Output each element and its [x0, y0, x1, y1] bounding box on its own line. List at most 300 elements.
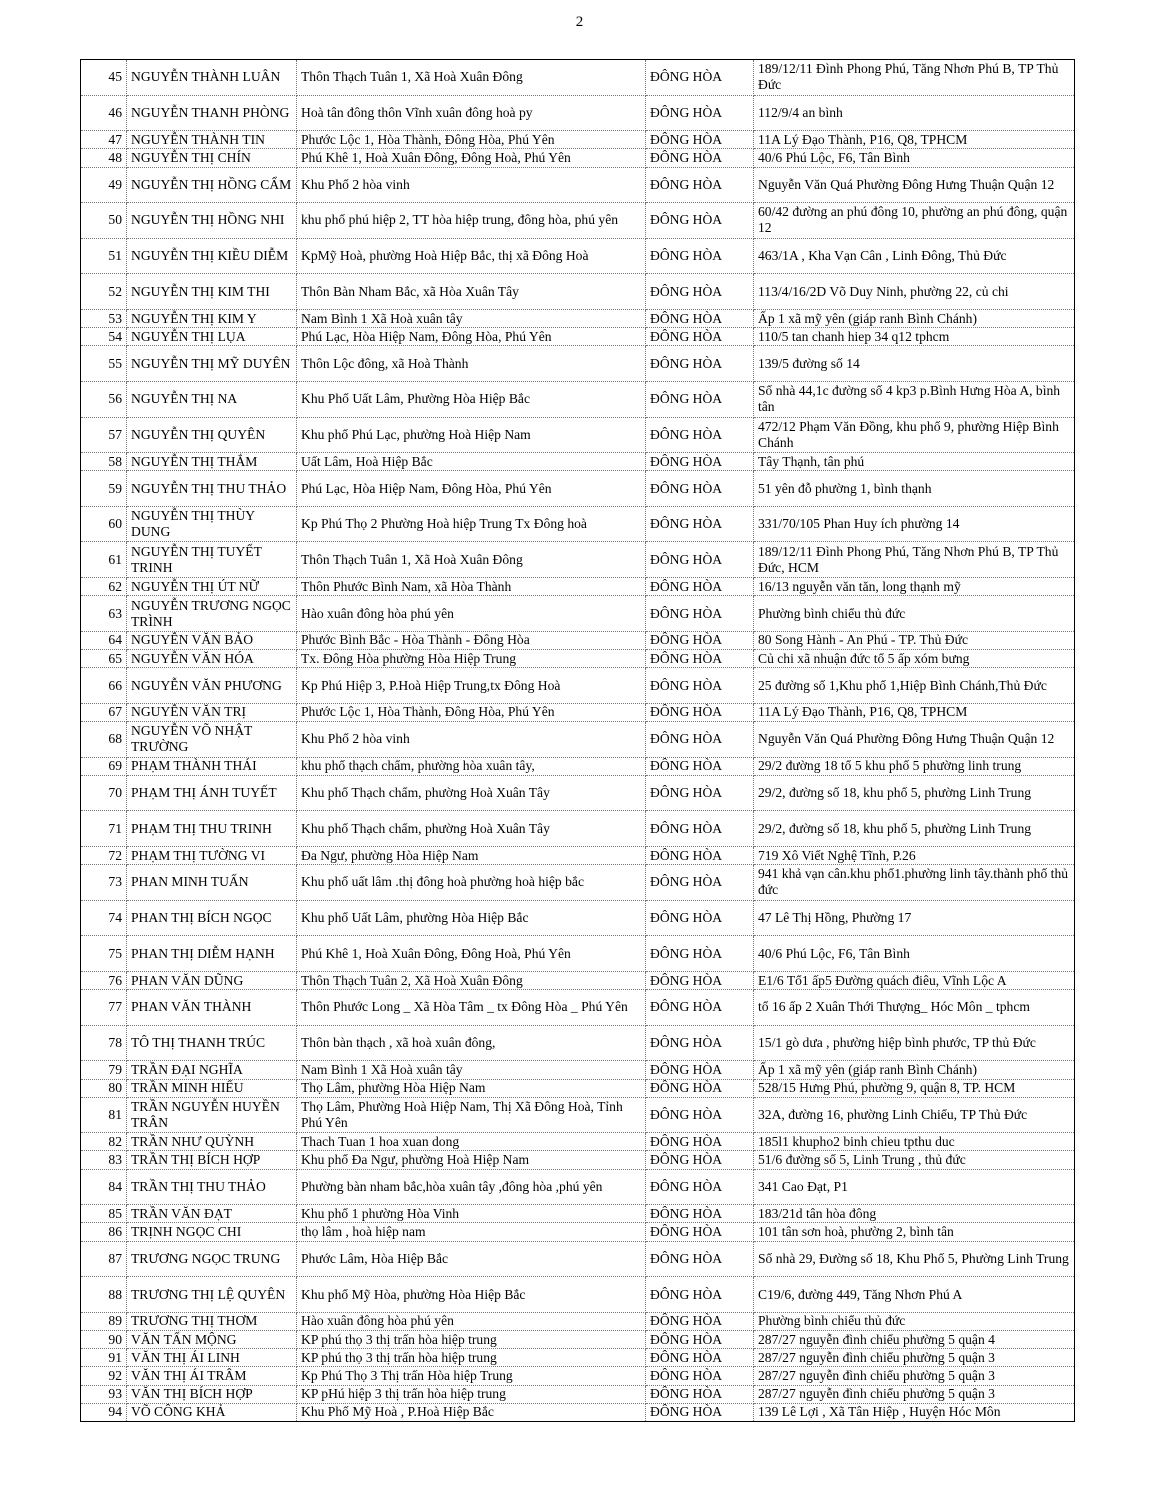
- address-cell: 341 Cao Đạt, P1: [754, 1169, 1075, 1205]
- person-name: NGUYỄN THỊ QUYÊN: [127, 417, 297, 453]
- table-row: [81, 1079, 1075, 1097]
- hometown-cell: khu phố phú hiệp 2, TT hòa hiệp trung, đông hòa, phú yên: [297, 203, 646, 239]
- row-number: 83: [81, 1151, 127, 1169]
- address-cell: 941 khả vạn cân.khu phố1.phường linh tây.thành phố thủ đức: [754, 865, 1075, 901]
- table-row: [81, 578, 1075, 596]
- person-name: NGUYỄN THỊ KIM Y: [127, 309, 297, 327]
- address-cell: 287/27 nguyễn đình chiểu phường 5 quận 4: [754, 1331, 1075, 1349]
- hometown-cell: Khu phố Đa Ngư, phường Hoà Hiệp Nam: [297, 1151, 646, 1169]
- row-number: 82: [81, 1133, 127, 1151]
- hometown-cell: khu phố thạch chẩm, phường hòa xuân tây,: [297, 757, 646, 775]
- hometown-cell: Khu phố Mỹ Hòa, phường Hòa Hiệp Bắc: [297, 1277, 646, 1313]
- hometown-cell: KpMỹ Hoà, phường Hoà Hiệp Bắc, thị xã Đông Hoà: [297, 238, 646, 274]
- hometown-cell: Phú Khê 1, Hoà Xuân Đông, Đông Hoà, Phú Yên: [297, 936, 646, 972]
- table-row: [81, 990, 1075, 1026]
- district-cell: ĐÔNG HÒA: [646, 990, 754, 1026]
- district-cell: ĐÔNG HÒA: [646, 722, 754, 758]
- hometown-cell: Thôn Bàn Nham Bắc, xã Hòa Xuân Tây: [297, 274, 646, 310]
- table-row: [81, 328, 1075, 346]
- district-cell: ĐÔNG HÒA: [646, 1025, 754, 1061]
- district-cell: ĐÔNG HÒA: [646, 131, 754, 149]
- row-number: 46: [81, 95, 127, 131]
- table-row: [81, 1241, 1075, 1277]
- district-cell: ĐÔNG HÒA: [646, 1079, 754, 1097]
- person-name: NGUYỄN THANH PHÒNG: [127, 95, 297, 131]
- row-number: 74: [81, 900, 127, 936]
- district-cell: ĐÔNG HÒA: [646, 1385, 754, 1403]
- row-number: 66: [81, 668, 127, 704]
- person-name: PHẠM THỊ THU TRINH: [127, 811, 297, 847]
- hometown-cell: KP phú thọ 3 thị trấn hòa hiệp trung: [297, 1349, 646, 1367]
- table-row: [81, 1367, 1075, 1385]
- address-cell: 528/15 Hưng Phú, phường 9, quận 8, TP. HCM: [754, 1079, 1075, 1097]
- hometown-cell: Hoà tân đông thôn Vĩnh xuân đông hoà py: [297, 95, 646, 131]
- row-number: 77: [81, 990, 127, 1026]
- table-row: [81, 167, 1075, 203]
- hometown-cell: Phú Lạc, Hòa Hiệp Nam, Đông Hòa, Phú Yên: [297, 471, 646, 507]
- hometown-cell: Thôn Thạch Tuân 2, Xã Hoà Xuân Đông: [297, 971, 646, 989]
- district-cell: ĐÔNG HÒA: [646, 1349, 754, 1367]
- hometown-cell: KP phú thọ 3 thị trấn hòa hiệp trung: [297, 1331, 646, 1349]
- district-cell: ĐÔNG HÒA: [646, 1151, 754, 1169]
- table-row: [81, 453, 1075, 471]
- person-name: VĂN TẤN MỘNG: [127, 1331, 297, 1349]
- address-cell: 139 Lê Lợi , Xã Tân Hiệp , Huyện Hóc Môn: [754, 1403, 1075, 1421]
- person-name: NGUYỄN THỊ TUYẾT TRINH: [127, 542, 297, 578]
- person-name: NGUYỄN THÀNH LUÂN: [127, 60, 297, 96]
- address-cell: 113/4/16/2D Võ Duy Ninh, phường 22, củ chi: [754, 274, 1075, 310]
- hometown-cell: Thôn Phước Bình Nam, xã Hòa Thành: [297, 578, 646, 596]
- district-cell: ĐÔNG HÒA: [646, 846, 754, 864]
- district-cell: ĐÔNG HÒA: [646, 1169, 754, 1205]
- address-cell: 139/5 đường số 14: [754, 346, 1075, 382]
- address-cell: 183/21d tân hòa đông: [754, 1205, 1075, 1223]
- row-number: 90: [81, 1331, 127, 1349]
- row-number: 48: [81, 149, 127, 167]
- table-row: [81, 1025, 1075, 1061]
- row-number: 87: [81, 1241, 127, 1277]
- person-name: TRẦN NHƯ QUỲNH: [127, 1133, 297, 1151]
- district-cell: ĐÔNG HÒA: [646, 417, 754, 453]
- person-name: NGUYỄN THỊ MỸ DUYÊN: [127, 346, 297, 382]
- person-name: PHAN VĂN THÀNH: [127, 990, 297, 1026]
- person-name: NGUYỄN THỊ THU THẢO: [127, 471, 297, 507]
- person-name: PHAN THỊ BÍCH NGỌC: [127, 900, 297, 936]
- address-cell: 110/5 tan chanh hiep 34 q12 tphcm: [754, 328, 1075, 346]
- hometown-cell: Khu Phố Uất Lâm, Phường Hòa Hiệp Bắc: [297, 381, 646, 417]
- table-row: [81, 703, 1075, 721]
- person-name: NGUYỄN THỊ LỤA: [127, 328, 297, 346]
- row-number: 92: [81, 1367, 127, 1385]
- hometown-cell: Phú Khê 1, Hoà Xuân Đông, Đông Hoà, Phú Yên: [297, 149, 646, 167]
- person-name: NGUYỄN THÀNH TIN: [127, 131, 297, 149]
- table-row: [81, 596, 1075, 632]
- address-cell: 112/9/4 an bình: [754, 95, 1075, 131]
- address-cell: 331/70/105 Phan Huy ích phường 14: [754, 506, 1075, 542]
- address-cell: 29/2 đường 18 tổ 5 khu phố 5 phường linh trung: [754, 757, 1075, 775]
- address-cell: 463/1A , Kha Vạn Cân , Linh Đông, Thủ Đức: [754, 238, 1075, 274]
- table-row: [81, 900, 1075, 936]
- district-cell: ĐÔNG HÒA: [646, 453, 754, 471]
- address-cell: 29/2, đường số 18, khu phố 5, phường Linh Trung: [754, 775, 1075, 811]
- person-name: NGUYỄN THỊ KIỀU DIỄM: [127, 238, 297, 274]
- address-cell: 47 Lê Thị Hồng, Phường 17: [754, 900, 1075, 936]
- row-number: 73: [81, 865, 127, 901]
- person-name: VĂN THỊ BÍCH HỢP: [127, 1385, 297, 1403]
- hometown-cell: Kp Phú Thọ 3 Thị trấn Hòa hiệp Trung: [297, 1367, 646, 1385]
- address-cell: 51 yên đỗ phường 1, bình thạnh: [754, 471, 1075, 507]
- district-cell: ĐÔNG HÒA: [646, 668, 754, 704]
- table-row: [81, 203, 1075, 239]
- row-number: 65: [81, 650, 127, 668]
- hometown-cell: Phường bàn nham bắc,hòa xuân tây ,đông hòa ,phú yên: [297, 1169, 646, 1205]
- address-cell: 719 Xô Viết Nghệ Tĩnh, P.26: [754, 846, 1075, 864]
- row-number: 64: [81, 631, 127, 649]
- address-cell: 60/42 đường an phú đông 10, phường an phú đông, quận 12: [754, 203, 1075, 239]
- district-cell: ĐÔNG HÒA: [646, 381, 754, 417]
- table-row: [81, 865, 1075, 901]
- hometown-cell: Thach Tuan 1 hoa xuan dong: [297, 1133, 646, 1151]
- hometown-cell: Phước Lâm, Hòa Hiệp Bắc: [297, 1241, 646, 1277]
- address-cell: Ấp 1 xã mỹ yên (giáp ranh Bình Chánh): [754, 1061, 1075, 1079]
- person-name: NGUYỄN VÕ NHẬT TRƯỜNG: [127, 722, 297, 758]
- address-cell: 25 đường số 1,Khu phố 1,Hiệp Bình Chánh,Thủ Đức: [754, 668, 1075, 704]
- hometown-cell: Kp Phú Hiệp 3, P.Hoà Hiệp Trung,tx Đông Hoà: [297, 668, 646, 704]
- row-number: 80: [81, 1079, 127, 1097]
- district-cell: ĐÔNG HÒA: [646, 703, 754, 721]
- table-row: [81, 775, 1075, 811]
- row-number: 53: [81, 309, 127, 327]
- row-number: 60: [81, 506, 127, 542]
- district-cell: ĐÔNG HÒA: [646, 757, 754, 775]
- hometown-cell: thọ lâm , hoà hiệp nam: [297, 1223, 646, 1241]
- person-name: TRẦN ĐẠI NGHĨA: [127, 1061, 297, 1079]
- hometown-cell: Khu Phố 2 hòa vinh: [297, 167, 646, 203]
- address-cell: 16/13 nguyễn văn tăn, long thạnh mỹ: [754, 578, 1075, 596]
- address-cell: E1/6 Tổ1 ấp5 Đường quách điêu, Vĩnh Lộc A: [754, 971, 1075, 989]
- district-cell: ĐÔNG HÒA: [646, 811, 754, 847]
- table-row: [81, 1097, 1075, 1133]
- hometown-cell: Hào xuân đông hòa phú yên: [297, 1312, 646, 1330]
- row-number: 69: [81, 757, 127, 775]
- address-cell: 287/27 nguyễn đình chiểu phường 5 quận 3: [754, 1385, 1075, 1403]
- district-cell: ĐÔNG HÒA: [646, 1241, 754, 1277]
- table-row: [81, 846, 1075, 864]
- table-row: [81, 1223, 1075, 1241]
- address-cell: Số nhà 29, Đường số 18, Khu Phố 5, Phường Linh Trung: [754, 1241, 1075, 1277]
- hometown-cell: Phước Lộc 1, Hòa Thành, Đông Hòa, Phú Yên: [297, 703, 646, 721]
- hometown-cell: Khu phố Thạch chẩm, phường Hoà Xuân Tây: [297, 775, 646, 811]
- address-cell: 185l1 khupho2 binh chieu tpthu duc: [754, 1133, 1075, 1151]
- address-cell: C19/6, đường 449, Tăng Nhơn Phú A: [754, 1277, 1075, 1313]
- row-number: 84: [81, 1169, 127, 1205]
- address-cell: 29/2, đường số 18, khu phố 5, phường Linh Trung: [754, 811, 1075, 847]
- district-cell: ĐÔNG HÒA: [646, 1223, 754, 1241]
- table-row: [81, 1169, 1075, 1205]
- person-name: NGUYỄN VĂN HÓA: [127, 650, 297, 668]
- district-cell: ĐÔNG HÒA: [646, 775, 754, 811]
- row-number: 94: [81, 1403, 127, 1421]
- district-cell: ĐÔNG HÒA: [646, 95, 754, 131]
- hometown-cell: Thọ Lâm, Phường Hoà Hiệp Nam, Thị Xã Đông Hoà, Tỉnh Phú Yên: [297, 1097, 646, 1133]
- address-cell: 40/6 Phú Lộc, F6, Tân Bình: [754, 149, 1075, 167]
- district-cell: ĐÔNG HÒA: [646, 1097, 754, 1133]
- person-name: TRƯƠNG THỊ LỆ QUYÊN: [127, 1277, 297, 1313]
- hometown-cell: Nam Bình 1 Xã Hoà xuân tây: [297, 309, 646, 327]
- person-name: PHẠM THỊ TƯỜNG VI: [127, 846, 297, 864]
- person-name: TRỊNH NGỌC CHI: [127, 1223, 297, 1241]
- table-row: [81, 1061, 1075, 1079]
- person-name: TÔ THỊ THANH TRÚC: [127, 1025, 297, 1061]
- address-cell: Phường bình chiểu thủ đức: [754, 1312, 1075, 1330]
- table-row: [81, 757, 1075, 775]
- person-name: VĂN THỊ ÁI LINH: [127, 1349, 297, 1367]
- hometown-cell: Hào xuân đông hòa phú yên: [297, 596, 646, 632]
- address-cell: 472/12 Phạm Văn Đồng, khu phố 9, phường Hiệp Bình Chánh: [754, 417, 1075, 453]
- table-row: [81, 811, 1075, 847]
- hometown-cell: Nam Bình 1 Xã Hoà xuân tây: [297, 1061, 646, 1079]
- district-cell: ĐÔNG HÒA: [646, 1205, 754, 1223]
- hometown-cell: Kp Phú Thọ 2 Phường Hoà hiệp Trung Tx Đông hoà: [297, 506, 646, 542]
- person-name: TRƯƠNG THỊ THƠM: [127, 1312, 297, 1330]
- hometown-cell: Khu phố uất lâm .thị đông hoà phường hoà hiệp bắc: [297, 865, 646, 901]
- row-number: 59: [81, 471, 127, 507]
- hometown-cell: Khu phố 1 phường Hòa Vinh: [297, 1205, 646, 1223]
- row-number: 45: [81, 60, 127, 96]
- table-row: [81, 650, 1075, 668]
- district-cell: ĐÔNG HÒA: [646, 650, 754, 668]
- table-row: [81, 95, 1075, 131]
- address-cell: 80 Song Hành - An Phú - TP. Thủ Đức: [754, 631, 1075, 649]
- address-cell: Nguyễn Văn Quá Phường Đông Hưng Thuận Quận 12: [754, 167, 1075, 203]
- district-cell: ĐÔNG HÒA: [646, 865, 754, 901]
- district-cell: ĐÔNG HÒA: [646, 238, 754, 274]
- hometown-cell: Khu phố Thạch chẩm, phường Hoà Xuân Tây: [297, 811, 646, 847]
- table-row: [81, 1385, 1075, 1403]
- person-name: NGUYỄN VĂN PHƯƠNG: [127, 668, 297, 704]
- table-row: [81, 1133, 1075, 1151]
- table-row: [81, 417, 1075, 453]
- district-cell: ĐÔNG HÒA: [646, 203, 754, 239]
- person-name: NGUYỄN VĂN TRỊ: [127, 703, 297, 721]
- district-cell: ĐÔNG HÒA: [646, 1133, 754, 1151]
- person-name: PHAN VĂN DŨNG: [127, 971, 297, 989]
- row-number: 70: [81, 775, 127, 811]
- hometown-cell: Thôn bàn thạch , xã hoà xuân đông,: [297, 1025, 646, 1061]
- table-row: [81, 971, 1075, 989]
- row-number: 71: [81, 811, 127, 847]
- address-cell: 189/12/11 Đình Phong Phú, Tăng Nhơn Phú B, TP Thủ Đức, HCM: [754, 542, 1075, 578]
- row-number: 62: [81, 578, 127, 596]
- person-name: VĂN THỊ ÁI TRÂM: [127, 1367, 297, 1385]
- address-cell: 189/12/11 Đình Phong Phú, Tăng Nhơn Phú B, TP Thủ Đức: [754, 60, 1075, 96]
- row-number: 72: [81, 846, 127, 864]
- roster-table: [80, 59, 1075, 1422]
- person-name: NGUYỄN THỊ THẮM: [127, 453, 297, 471]
- table-row: [81, 1331, 1075, 1349]
- table-row: [81, 506, 1075, 542]
- district-cell: ĐÔNG HÒA: [646, 167, 754, 203]
- table-row: [81, 274, 1075, 310]
- row-number: 50: [81, 203, 127, 239]
- table-row: [81, 1151, 1075, 1169]
- table-row: [81, 1349, 1075, 1367]
- row-number: 49: [81, 167, 127, 203]
- row-number: 88: [81, 1277, 127, 1313]
- district-cell: ĐÔNG HÒA: [646, 274, 754, 310]
- district-cell: ĐÔNG HÒA: [646, 328, 754, 346]
- district-cell: ĐÔNG HÒA: [646, 60, 754, 96]
- person-name: TRẦN THỊ THU THẢO: [127, 1169, 297, 1205]
- table-row: [81, 131, 1075, 149]
- person-name: NGUYỄN THỊ NA: [127, 381, 297, 417]
- row-number: 67: [81, 703, 127, 721]
- table-row: [81, 1277, 1075, 1313]
- table-row: [81, 722, 1075, 758]
- table-row: [81, 381, 1075, 417]
- address-cell: tổ 16 ấp 2 Xuân Thới Thượng_ Hóc Môn _ tphcm: [754, 990, 1075, 1026]
- table-row: [81, 936, 1075, 972]
- person-name: PHẠM THỊ ÁNH TUYẾT: [127, 775, 297, 811]
- row-number: 52: [81, 274, 127, 310]
- hometown-cell: Phú Lạc, Hòa Hiệp Nam, Đông Hòa, Phú Yên: [297, 328, 646, 346]
- person-name: NGUYỄN THỊ ÚT NỮ: [127, 578, 297, 596]
- address-cell: Ấp 1 xã mỹ yên (giáp ranh Bình Chánh): [754, 309, 1075, 327]
- person-name: TRƯƠNG NGỌC TRUNG: [127, 1241, 297, 1277]
- row-number: 68: [81, 722, 127, 758]
- address-cell: Phường bình chiểu thủ đức: [754, 596, 1075, 632]
- person-name: PHAN THỊ DIỄM HẠNH: [127, 936, 297, 972]
- address-cell: Củ chi xã nhuận đức tổ 5 ấp xóm bưng: [754, 650, 1075, 668]
- row-number: 86: [81, 1223, 127, 1241]
- row-number: 75: [81, 936, 127, 972]
- person-name: PHAN MINH TUẤN: [127, 865, 297, 901]
- row-number: 61: [81, 542, 127, 578]
- person-name: VÕ CÔNG KHẢ: [127, 1403, 297, 1421]
- district-cell: ĐÔNG HÒA: [646, 596, 754, 632]
- row-number: 81: [81, 1097, 127, 1133]
- district-cell: ĐÔNG HÒA: [646, 1312, 754, 1330]
- row-number: 63: [81, 596, 127, 632]
- hometown-cell: Thôn Lộc đông, xã Hoà Thành: [297, 346, 646, 382]
- table-row: [81, 631, 1075, 649]
- table-row: [81, 309, 1075, 327]
- person-name: TRẦN VĂN ĐẠT: [127, 1205, 297, 1223]
- address-cell: 101 tân sơn hoà, phường 2, bình tân: [754, 1223, 1075, 1241]
- address-cell: Nguyễn Văn Quá Phường Đông Hưng Thuận Quận 12: [754, 722, 1075, 758]
- table-row: [81, 542, 1075, 578]
- person-name: NGUYỄN THỊ KIM THI: [127, 274, 297, 310]
- address-cell: 15/1 gò dưa , phường hiệp bình phước, TP thủ Đức: [754, 1025, 1075, 1061]
- hometown-cell: Khu Phố 2 hòa vinh: [297, 722, 646, 758]
- person-name: NGUYỄN THỊ THÙY DUNG: [127, 506, 297, 542]
- district-cell: ĐÔNG HÒA: [646, 346, 754, 382]
- row-number: 89: [81, 1312, 127, 1330]
- address-cell: 287/27 nguyễn đình chiểu phường 5 quận 3: [754, 1349, 1075, 1367]
- hometown-cell: Khu phố Uất Lâm, phường Hòa Hiệp Bắc: [297, 900, 646, 936]
- district-cell: ĐÔNG HÒA: [646, 309, 754, 327]
- address-cell: 51/6 đường số 5, Linh Trung , thủ đức: [754, 1151, 1075, 1169]
- district-cell: ĐÔNG HÒA: [646, 149, 754, 167]
- row-number: 56: [81, 381, 127, 417]
- hometown-cell: Thôn Thạch Tuân 1, Xã Hoà Xuân Đông: [297, 542, 646, 578]
- address-cell: 11A Lý Đạo Thành, P16, Q8, TPHCM: [754, 703, 1075, 721]
- row-number: 79: [81, 1061, 127, 1079]
- person-name: PHẠM THÀNH THÁI: [127, 757, 297, 775]
- table-row: [81, 149, 1075, 167]
- hometown-cell: Thọ Lâm, phường Hòa Hiệp Nam: [297, 1079, 646, 1097]
- row-number: 55: [81, 346, 127, 382]
- hometown-cell: Phước Bình Bắc - Hòa Thành - Đông Hòa: [297, 631, 646, 649]
- district-cell: ĐÔNG HÒA: [646, 542, 754, 578]
- district-cell: ĐÔNG HÒA: [646, 578, 754, 596]
- table-row: [81, 60, 1075, 96]
- person-name: TRẦN NGUYỄN HUYỀN TRÂN: [127, 1097, 297, 1133]
- roster-body: [81, 60, 1075, 1422]
- address-cell: 11A Lý Đạo Thành, P16, Q8, TPHCM: [754, 131, 1075, 149]
- page-number: 2: [575, 14, 584, 30]
- district-cell: ĐÔNG HÒA: [646, 1277, 754, 1313]
- person-name: NGUYỄN THỊ HỒNG NHI: [127, 203, 297, 239]
- hometown-cell: Uất Lâm, Hoà Hiệp Bắc: [297, 453, 646, 471]
- address-cell: 287/27 nguyễn đình chiểu phường 5 quận 3: [754, 1367, 1075, 1385]
- person-name: TRẦN THỊ BÍCH HỢP: [127, 1151, 297, 1169]
- table-row: [81, 1312, 1075, 1330]
- district-cell: ĐÔNG HÒA: [646, 1331, 754, 1349]
- row-number: 54: [81, 328, 127, 346]
- row-number: 78: [81, 1025, 127, 1061]
- address-cell: Số nhà 44,1c đường số 4 kp3 p.Bình Hưng Hòa A, bình tân: [754, 381, 1075, 417]
- table-row: [81, 668, 1075, 704]
- address-cell: 40/6 Phú Lộc, F6, Tân Bình: [754, 936, 1075, 972]
- hometown-cell: Khu phố Phú Lạc, phường Hoà Hiệp Nam: [297, 417, 646, 453]
- hometown-cell: Phước Lộc 1, Hòa Thành, Đông Hòa, Phú Yên: [297, 131, 646, 149]
- district-cell: ĐÔNG HÒA: [646, 1061, 754, 1079]
- hometown-cell: KP pHú hiệp 3 thị trấn hòa hiệp trung: [297, 1385, 646, 1403]
- district-cell: ĐÔNG HÒA: [646, 1367, 754, 1385]
- row-number: 76: [81, 971, 127, 989]
- person-name: NGUYỄN THỊ CHÍN: [127, 149, 297, 167]
- person-name: TRẦN MINH HIẾU: [127, 1079, 297, 1097]
- row-number: 85: [81, 1205, 127, 1223]
- table-row: [81, 1205, 1075, 1223]
- district-cell: ĐÔNG HÒA: [646, 971, 754, 989]
- table-row: [81, 471, 1075, 507]
- row-number: 57: [81, 417, 127, 453]
- district-cell: ĐÔNG HÒA: [646, 936, 754, 972]
- person-name: NGUYỄN VĂN BẢO: [127, 631, 297, 649]
- table-row: [81, 346, 1075, 382]
- address-cell: 32A, đường 16, phường Linh Chiểu, TP Thủ Đức: [754, 1097, 1075, 1133]
- hometown-cell: Tx. Đông Hòa phường Hòa Hiệp Trung: [297, 650, 646, 668]
- row-number: 93: [81, 1385, 127, 1403]
- row-number: 51: [81, 238, 127, 274]
- hometown-cell: Đa Ngư, phường Hòa Hiệp Nam: [297, 846, 646, 864]
- district-cell: ĐÔNG HÒA: [646, 631, 754, 649]
- hometown-cell: Thôn Phước Long _ Xã Hòa Tâm _ tx Đông Hòa _ Phú Yên: [297, 990, 646, 1026]
- person-name: NGUYỄN TRƯƠNG NGỌC TRÌNH: [127, 596, 297, 632]
- row-number: 91: [81, 1349, 127, 1367]
- hometown-cell: Khu Phố Mỹ Hoà , P.Hoà Hiệp Bắc: [297, 1403, 646, 1421]
- row-number: 58: [81, 453, 127, 471]
- district-cell: ĐÔNG HÒA: [646, 471, 754, 507]
- table-row: [81, 1403, 1075, 1421]
- table-row: [81, 238, 1075, 274]
- district-cell: ĐÔNG HÒA: [646, 1403, 754, 1421]
- row-number: 47: [81, 131, 127, 149]
- district-cell: ĐÔNG HÒA: [646, 506, 754, 542]
- hometown-cell: Thôn Thạch Tuân 1, Xã Hoà Xuân Đông: [297, 60, 646, 96]
